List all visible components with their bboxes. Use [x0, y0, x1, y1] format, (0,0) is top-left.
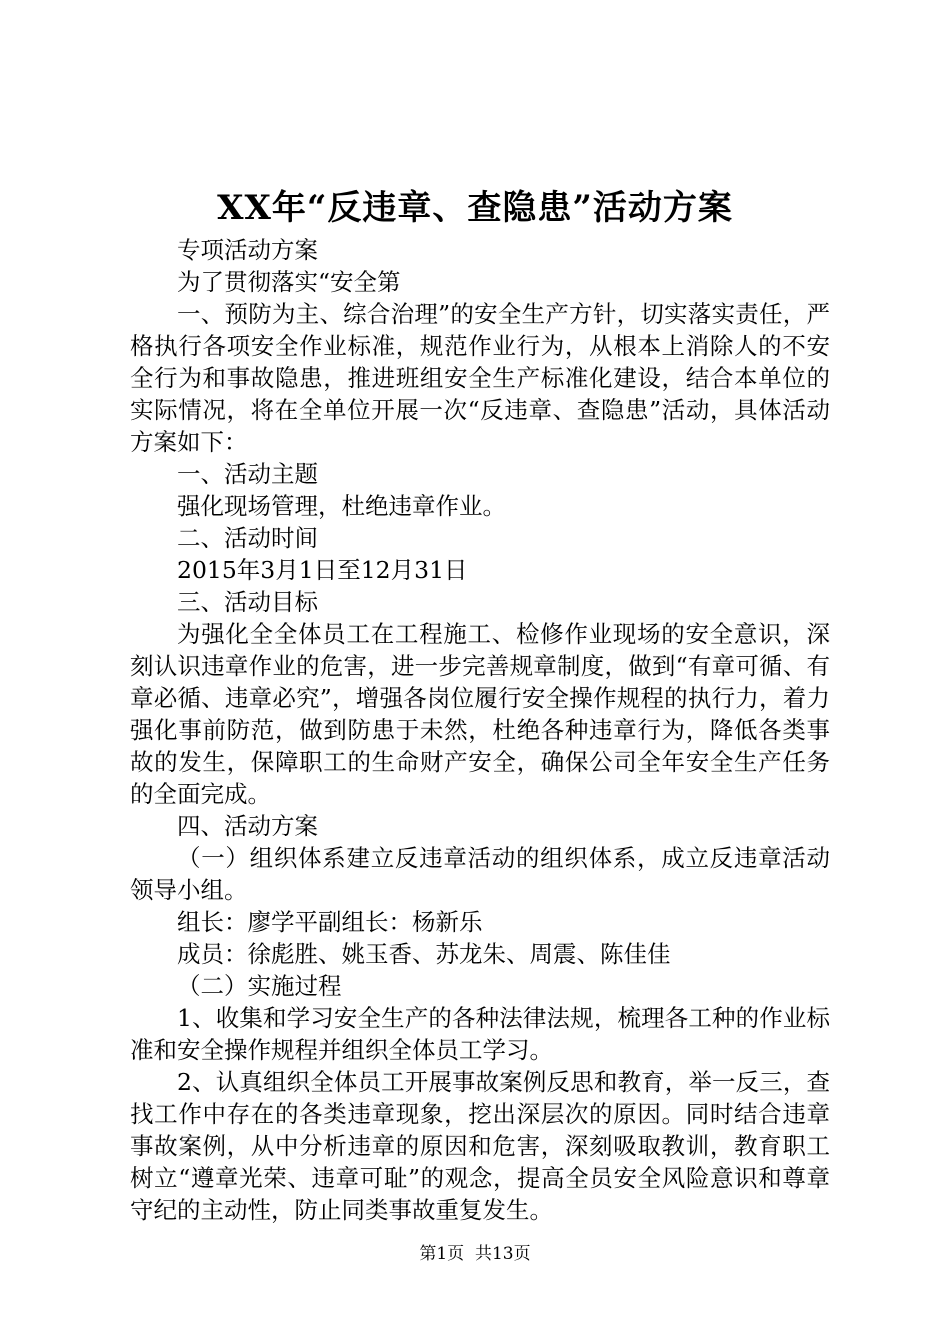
heading-activity-plan: 四、活动方案	[177, 812, 318, 840]
paragraph-step-1: 1、收集和学习安全生产的各种法律法规，梳理各工种的作业标准和安全操作规程并组织全体员工学习。	[130, 1004, 830, 1064]
paragraph-activity-theme: 强化现场管理，杜绝违章作业。	[177, 492, 506, 520]
heading-activity-theme: 一、活动主题	[177, 460, 318, 488]
heading-activity-time: 二、活动时间	[177, 524, 318, 552]
document-body	[130, 234, 830, 1226]
heading-activity-goal: 三、活动目标	[177, 588, 318, 616]
paragraph-intro-start: 为了贯彻落实“安全第	[177, 268, 401, 296]
paragraph-members: 成员：徐彪胜、姚玉香、苏龙朱、周震、陈佳佳	[177, 940, 671, 968]
paragraph-special-plan: 专项活动方案	[177, 236, 318, 264]
paragraph-leaders: 组长：廖学平副组长：杨新乐	[177, 908, 483, 936]
paragraph-intro-body: 一、预防为主、综合治理”的安全生产方针，切实落实责任，严格执行各项安全作业标准，规范作业行为，从根本上消除人的不安全行为和事故隐患，推进班组安全生产标准化建设，结合本单位的实际情况，将在全单位开展一次“反违章、查隐患”活动，具体活动方案如下：	[130, 300, 830, 456]
paragraph-activity-goal: 为强化全全体员工在工程施工、检修作业现场的安全意识，深刻认识违章作业的危害，进一步完善规章制度，做到“有章可循、有章必循、违章必究”，增强各岗位履行安全操作规程的执行力，着力强化事前防范，做到防患于未然，杜绝各种违章行为，降低各类事故的发生，保障职工的生命财产安全，确保公司全年安全生产任务的全面完成。	[130, 620, 830, 808]
document-title: XX年“反违章、查隐患”活动方案	[217, 188, 733, 228]
paragraph-step-2: 2、认真组织全体员工开展事故案例反思和教育，举一反三，查找工作中存在的各类违章现象，挖出深层次的原因。同时结合违章事故案例，从中分析违章的原因和危害，深刻吸取教训，教育职工树立“遵章光荣、违章可耻”的观念，提高全员安全风险意识和尊章守纪的主动性，防止同类事故重复发生。	[130, 1068, 830, 1224]
page-footer: 第1页 共13页	[419, 1244, 531, 1264]
paragraph-organization: （一）组织体系建立反违章活动的组织体系，成立反违章活动领导小组。	[130, 844, 830, 904]
paragraph-activity-time: 2015年3月1日至12月31日	[177, 556, 468, 584]
heading-implementation: （二）实施过程	[177, 972, 342, 1000]
